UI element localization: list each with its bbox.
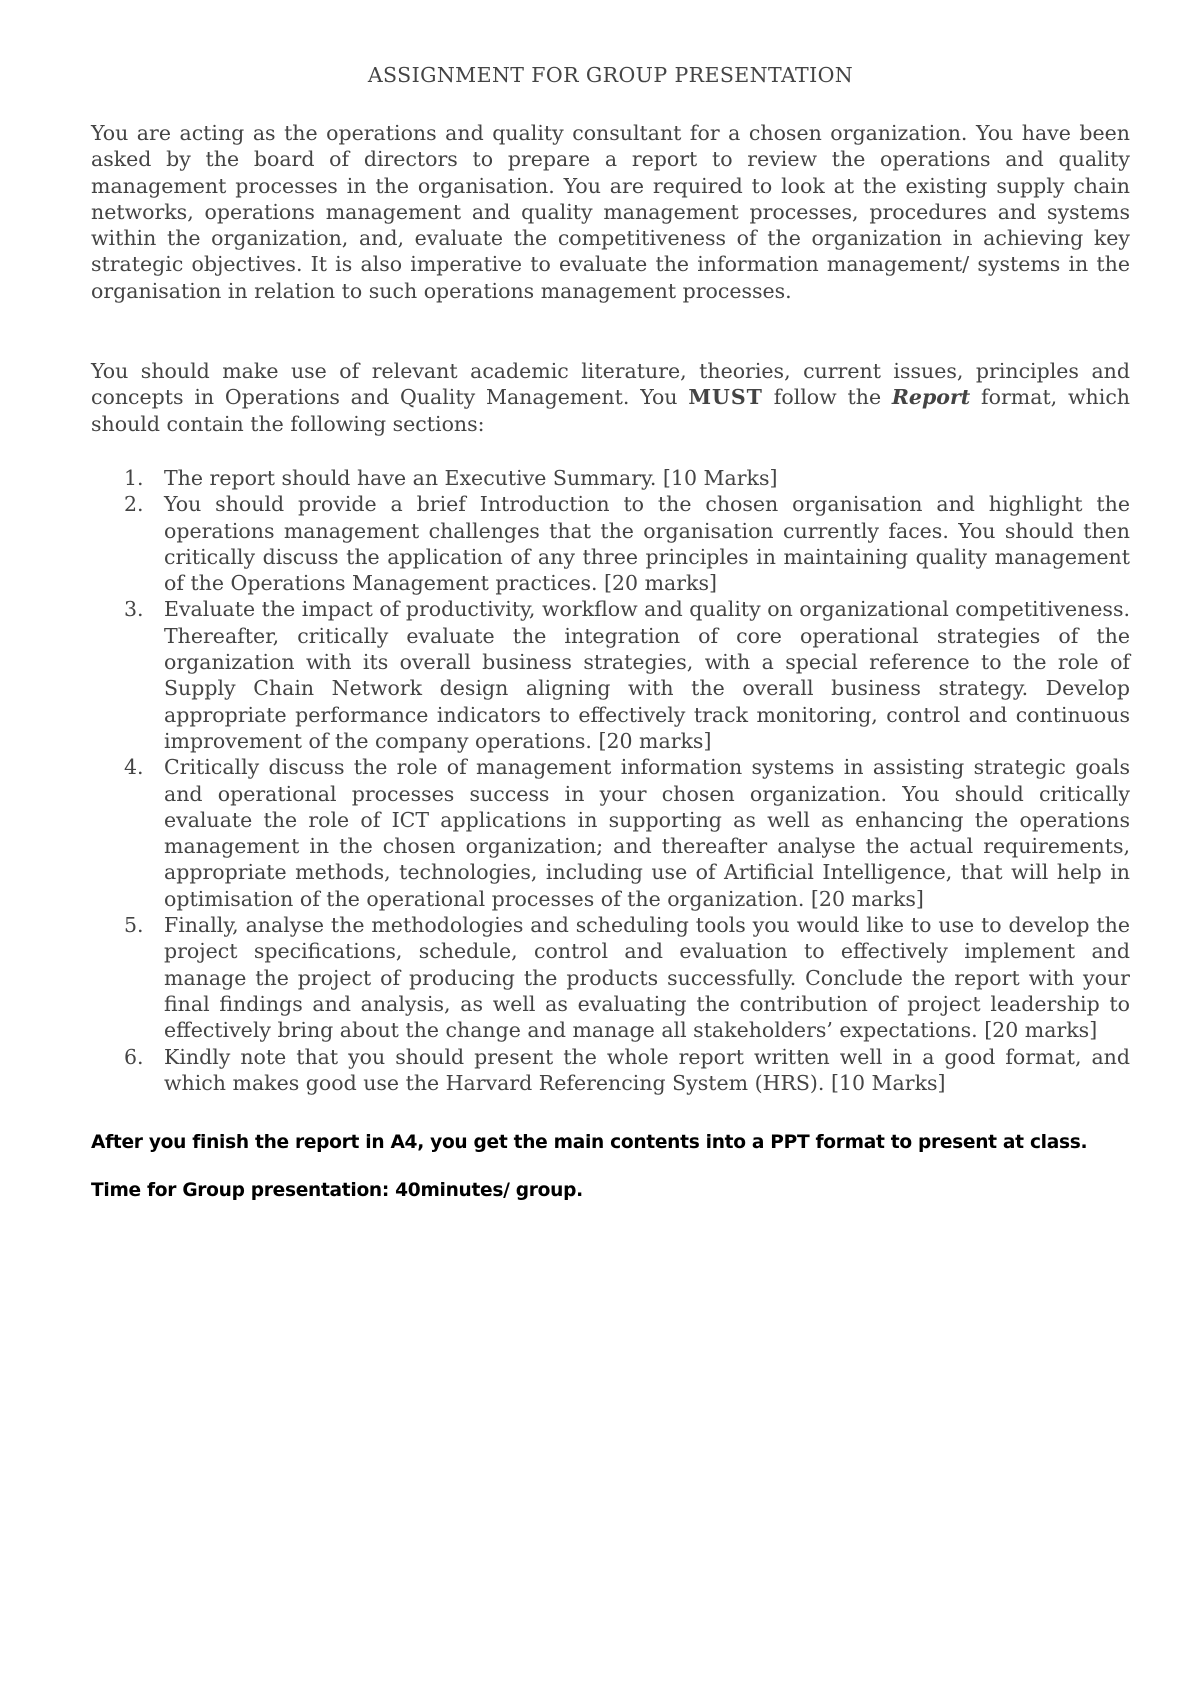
instructions-text-part3: format, which should contain the following sections:	[91, 385, 1131, 436]
requirement-item	[91, 1044, 1130, 1097]
requirement-text: Evaluate the impact of productivity, workflow and quality on organizational competitiveness. Thereafter, critically evaluate the integration of core operational strategies of the organization with its overall business strategies, with a special reference to the role of Supply Chain Network design aligning with the overall business strategy. Develop appropriate performance indicators to effectively track monitoring, control and continuous improvement of the company operations. [20 marks]	[164, 597, 1130, 753]
requirement-item	[91, 465, 1130, 491]
requirement-number: 1.	[124, 466, 144, 490]
requirement-number: 6.	[124, 1044, 144, 1069]
requirement-item	[91, 912, 1130, 1043]
document-title: ASSIGNMENT FOR GROUP PRESENTATION	[367, 63, 854, 87]
instructions-paragraph	[91, 358, 1130, 437]
requirement-text: You should provide a brief Introduction to the chosen organisation and highlight the operations management challenges that the organisation currently faces. You should then critically discuss the application of any three principles in maintaining quality management of the Operations Management practices. [20 marks]	[164, 492, 1130, 596]
requirement-text: The report should have an Executive Summary. [10 Marks]	[164, 466, 778, 490]
instructions-text-part1: You should make use of relevant academic literature, theories, current issues, principles and concepts in Operations and Quality Management. You	[91, 359, 1130, 410]
requirement-text: Kindly note that you should present the whole report written well in a good format, and which makes good use the Harvard Referencing System (HRS). [10 Marks]	[164, 1044, 1130, 1095]
requirement-item	[91, 491, 1130, 596]
requirement-text: Finally, analyse the methodologies and scheduling tools you would like to use to develop the project specifications, schedule, control and evaluation to effectively implement and manage the project of producing the products successfully. Conclude the report with your final findings and analysis, as well as evaluating the contribution of project leadership to effectively bring about the change and manage all stakeholders’ expectations. [20 marks]	[164, 913, 1130, 1043]
time-note: Time for Group presentation: 40minutes/ group.	[91, 1180, 583, 1201]
requirement-text: Critically discuss the role of management information systems in assisting strategic goals and operational processes success in your chosen organization. You should critically evaluate the role of ICT applications in supporting as well as enhancing the operations management in the chosen organization; and thereafter analyse the actual requirements, appropriate methods, technologies, including use of Artificial Intelligence, that will help in optimisation of the operational processes of the organization. [20 marks]	[164, 755, 1130, 911]
requirements-list	[91, 465, 1130, 1096]
instructions-text-part2: follow the	[762, 385, 892, 410]
intro-paragraph: You are acting as the operations and quality consultant for a chosen organization. You have been asked by the board of directors to prepare a report to review the operations and quality management processes in the organisation. You are required to look at the existing supply chain networks, operations management and quality management processes, procedures and systems within the organization, and, evaluate the competitiveness of the organization in achieving key strategic objectives. It is also imperative to evaluate the information management/ systems in the organisation in relation to such operations management processes.	[91, 121, 1130, 303]
ppt-note: After you finish the report in A4, you get the main contents into a PPT format to present at class.	[91, 1132, 1088, 1153]
must-emphasis: MUST	[688, 385, 763, 410]
requirement-item	[91, 754, 1130, 912]
requirement-number: 3.	[124, 597, 144, 622]
report-emphasis: Report	[891, 385, 971, 410]
requirement-item	[91, 596, 1130, 754]
requirement-number: 4.	[124, 755, 144, 780]
requirement-number: 2.	[124, 492, 144, 517]
requirement-number: 5.	[124, 913, 144, 938]
